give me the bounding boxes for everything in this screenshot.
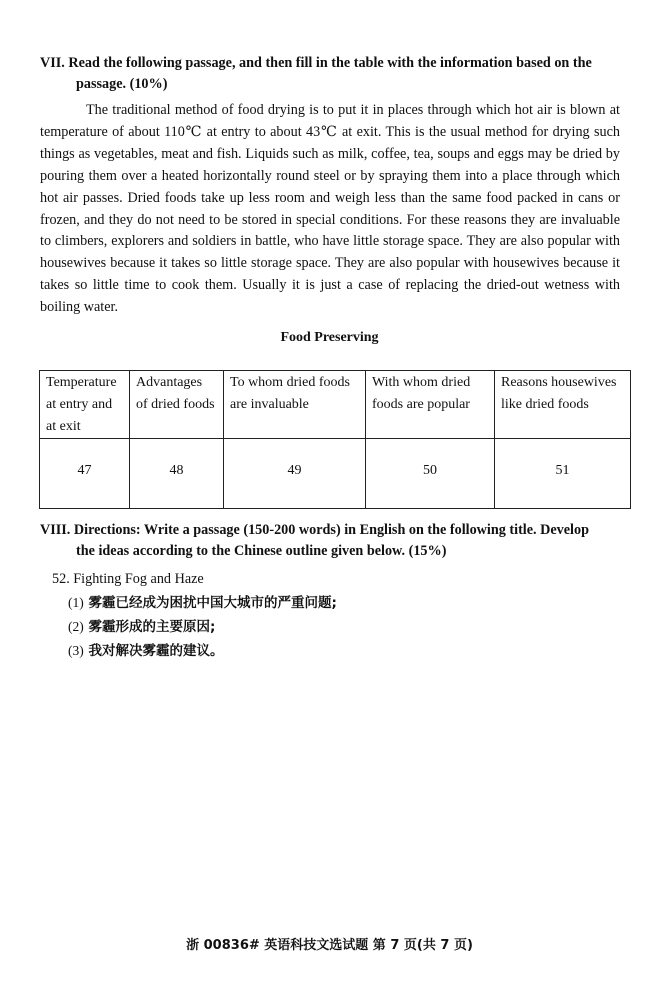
answer-cell-51[interactable]: 51 bbox=[495, 439, 631, 509]
outline-item: (3) 我对解决雾霾的建议。 bbox=[68, 643, 224, 659]
outline-item: (2) 雾霾形成的主要原因; bbox=[68, 619, 216, 635]
writing-task bbox=[52, 568, 337, 663]
header-reasons: Reasons housewives like dried foods bbox=[495, 371, 631, 439]
essay-title: 52. Fighting Fog and Haze bbox=[52, 571, 204, 587]
reading-passage: The traditional method of food drying is to put it in places through which hot air is blown at temperature of about 110℃ at entry to about 43℃ at exit. This is the usual method for drying such things as vegetables, meat and fish. Liquids such as milk, coffee, tea, soups and eggs may be dried by pouring them over a heated horizontally round steel or by spraying them into a place through which hot air passes. Dried foods take up less room and weigh less than the same food packed in cans or frozen, and they do not need to be stored in special conditions. For these reasons they are invaluable to climbers, explorers and soldiers in battle, who have little storage space. They are also popular with housewives because it takes so little storage space. They are also popular with housewives because it takes so little time to cook them. Usually it is just a case of replacing the dried-out wetness with boiling water. bbox=[40, 102, 620, 316]
header-popular-with: With whom dried foods are popular bbox=[366, 371, 495, 439]
page-footer: 浙 00836# 英语科技文选试题 第 7 页(共 7 页) bbox=[186, 938, 473, 953]
answer-cell-47[interactable]: 47 bbox=[40, 439, 130, 509]
table-title: Food Preserving bbox=[280, 330, 379, 345]
section-viii-line1: VIII. Directions: Write a passage (150-200 words) in English on the following title. Develop bbox=[40, 522, 589, 538]
answer-cell-50[interactable]: 50 bbox=[366, 439, 495, 509]
section-vii-heading bbox=[40, 53, 625, 95]
food-preserving-table bbox=[39, 370, 631, 509]
outline-item: (1) 雾霾已经成为困扰中国大城市的严重问题; bbox=[68, 595, 337, 611]
section-vii-line2: passage. (10%) bbox=[76, 76, 168, 92]
section-viii-heading bbox=[40, 520, 625, 562]
answer-cell-48[interactable]: 48 bbox=[130, 439, 224, 509]
header-temperature: Temperature at entry and at exit bbox=[40, 371, 130, 439]
header-invaluable-to: To whom dried foods are invaluable bbox=[224, 371, 366, 439]
table-answer-row bbox=[40, 439, 631, 509]
header-advantages: Advantages of dried foods bbox=[130, 371, 224, 439]
section-vii-line1: VII. Read the following passage, and then fill in the table with the information based on the bbox=[40, 55, 592, 71]
answer-cell-49[interactable]: 49 bbox=[224, 439, 366, 509]
table-header-row bbox=[40, 371, 631, 439]
section-viii-line2: the ideas according to the Chinese outline given below. (15%) bbox=[76, 543, 447, 559]
